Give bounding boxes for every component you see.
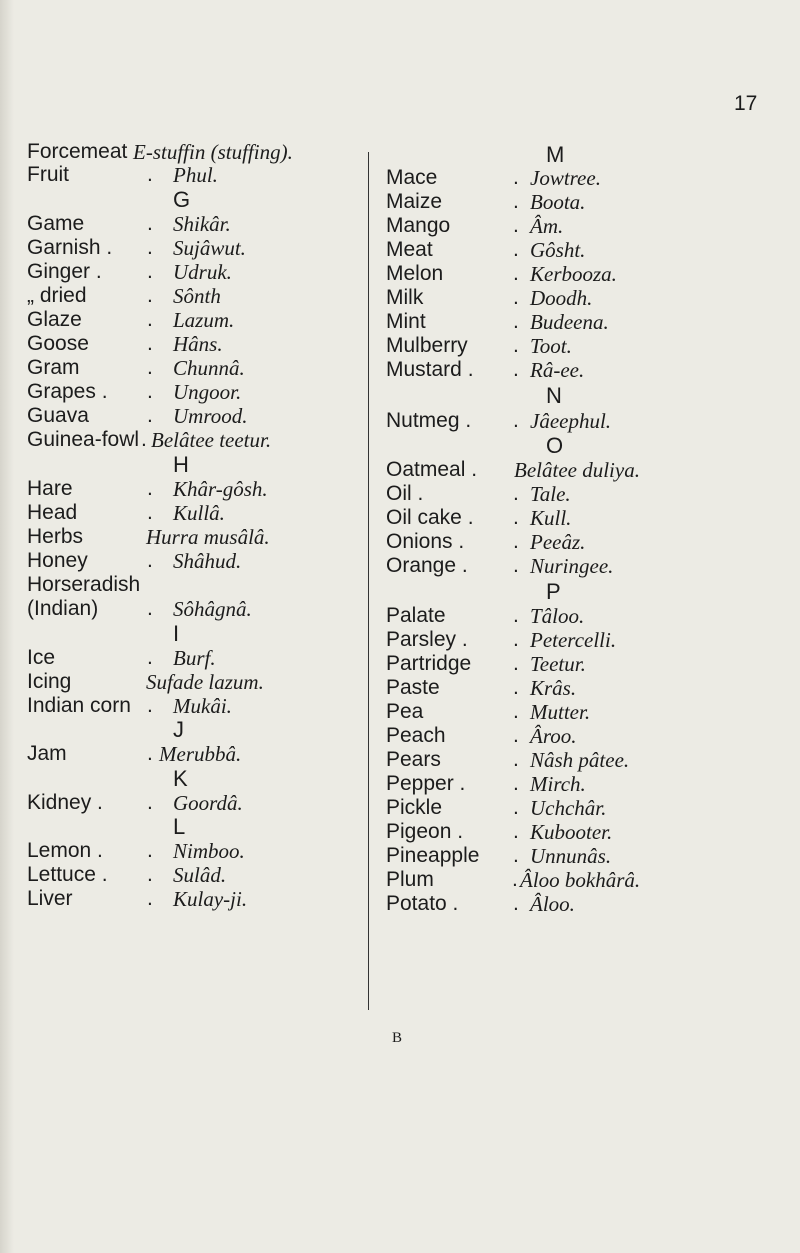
hindustani-term: Shâhud.	[173, 549, 242, 573]
hindustani-term: Goordâ.	[173, 791, 243, 815]
leader-dot: .	[141, 428, 147, 451]
hindustani-term: Chunnâ.	[173, 356, 245, 380]
section-letter-k: K	[173, 766, 188, 791]
hindustani-term: Belâtee teetur.	[151, 428, 272, 452]
english-term: Liver	[27, 887, 73, 910]
leader-dot: .	[147, 597, 153, 620]
leader-dot: .	[147, 694, 153, 717]
english-term: Mustard .	[386, 358, 474, 381]
leader-dot: .	[513, 628, 519, 651]
english-term: Mango	[386, 214, 451, 237]
leader-dot: .	[513, 166, 519, 189]
english-term: Nutmeg .	[386, 409, 472, 432]
english-term: Kidney .	[27, 791, 103, 814]
leader-dot: .	[147, 356, 153, 379]
hindustani-term: Phul.	[173, 163, 218, 187]
hindustani-term: Ungoor.	[173, 380, 242, 404]
english-term: Oil .	[386, 482, 424, 505]
english-term: Milk	[386, 286, 424, 309]
hindustani-term: Khâr-gôsh.	[173, 477, 268, 501]
section-letter-m: M	[546, 142, 565, 167]
hindustani-term: Tale.	[530, 482, 571, 506]
leader-dot: .	[513, 796, 519, 819]
english-term: Game	[27, 212, 85, 235]
hindustani-term: Lazum.	[173, 308, 235, 332]
english-term: Pea	[386, 700, 424, 723]
section-letter-j: J	[173, 717, 184, 742]
english-term: Gram	[27, 356, 80, 379]
leader-dot: .	[513, 358, 519, 381]
hindustani-term: Toot.	[530, 334, 572, 358]
leader-dot: .	[147, 863, 153, 886]
leader-dot: .	[513, 409, 519, 432]
english-term: Horseradish	[27, 573, 141, 596]
english-term: Peach	[386, 724, 446, 747]
english-term: Mace	[386, 166, 438, 189]
leader-dot: .	[513, 772, 519, 795]
hindustani-term: Hâns.	[173, 332, 223, 356]
english-term: Ginger .	[27, 260, 102, 283]
leader-dot: .	[147, 742, 153, 765]
english-term: Lemon .	[27, 839, 103, 862]
leader-dot: .	[147, 163, 153, 186]
hindustani-term: Nuringee.	[530, 554, 614, 578]
leader-dot: .	[513, 700, 519, 723]
english-term: Maize	[386, 190, 443, 213]
leader-dot: .	[513, 748, 519, 771]
english-term: Indian corn	[27, 694, 131, 717]
hindustani-term: Budeena.	[530, 310, 609, 334]
english-term: Forcemeat	[27, 140, 128, 163]
leader-dot: .	[147, 284, 153, 307]
leader-dot: .	[147, 260, 153, 283]
hindustani-term: Doodh.	[530, 286, 593, 310]
hindustani-term: Sujâwut.	[173, 236, 246, 260]
english-term: Plum	[386, 868, 434, 891]
signature-mark: B	[392, 1030, 403, 1046]
hindustani-term: Kullâ.	[173, 501, 225, 525]
english-term: Grapes .	[27, 380, 108, 403]
leader-dot: .	[147, 236, 153, 259]
leader-dot: .	[147, 887, 153, 910]
leader-dot: .	[513, 482, 519, 505]
english-term: Goose	[27, 332, 89, 355]
leader-dot: .	[147, 380, 153, 403]
hindustani-term: Burf.	[173, 646, 216, 670]
leader-dot: .	[147, 332, 153, 355]
hindustani-term: Shikâr.	[173, 212, 231, 236]
hindustani-term: Kubooter.	[530, 820, 613, 844]
english-term: Garnish .	[27, 236, 113, 259]
leader-dot: .	[513, 604, 519, 627]
english-term: Herbs	[27, 525, 84, 548]
hindustani-term: Mutter.	[530, 700, 591, 724]
section-letter-p: P	[546, 579, 561, 604]
section-letter-i: I	[173, 621, 180, 646]
leader-dot: .	[513, 530, 519, 553]
english-term: (Indian)	[27, 597, 99, 620]
english-term: Pears	[386, 748, 441, 771]
leader-dot: .	[512, 868, 518, 891]
hindustani-term: Tâloo.	[530, 604, 585, 628]
leader-dot: .	[513, 334, 519, 357]
leader-dot: .	[513, 820, 519, 843]
leader-dot: .	[513, 310, 519, 333]
section-letter-l: L	[173, 814, 186, 839]
english-term: Ice	[27, 646, 56, 669]
english-term: Oil cake .	[386, 506, 474, 529]
english-term: Pineapple	[386, 844, 480, 867]
english-term: Guava	[27, 404, 89, 427]
leader-dot: .	[513, 554, 519, 577]
english-term: Potato .	[386, 892, 459, 915]
leader-dot: .	[513, 262, 519, 285]
column-divider	[368, 152, 369, 1010]
page-edge-shadow	[0, 0, 14, 1253]
hindustani-term: Sôhâgnâ.	[173, 597, 252, 621]
english-term: Mulberry	[386, 334, 468, 357]
leader-dot: .	[513, 844, 519, 867]
english-term: Orange .	[386, 554, 468, 577]
english-term: Head	[27, 501, 78, 524]
english-term: Lettuce .	[27, 863, 108, 886]
english-term: Jam	[27, 742, 67, 765]
section-letter-o: O	[546, 433, 564, 458]
leader-dot: .	[513, 214, 519, 237]
hindustani-term: Sufade lazum.	[146, 670, 264, 694]
hindustani-term: Âloo bokhârâ.	[520, 868, 641, 892]
leader-dot: .	[147, 549, 153, 572]
english-term: Icing	[27, 670, 72, 693]
english-term: Melon	[386, 262, 444, 285]
leader-dot: .	[513, 238, 519, 261]
hindustani-term: Boota.	[530, 190, 586, 214]
section-letter-n: N	[546, 383, 562, 408]
hindustani-term: Âm.	[530, 214, 564, 238]
leader-dot: .	[513, 892, 519, 915]
english-term: Meat	[386, 238, 433, 261]
english-term: Pickle	[386, 796, 443, 819]
leader-dot: .	[513, 724, 519, 747]
section-letter-g: G	[173, 187, 191, 212]
english-term: Pigeon .	[386, 820, 464, 843]
hindustani-term: Sônth	[173, 284, 221, 308]
leader-dot: .	[513, 190, 519, 213]
leader-dot: .	[147, 791, 153, 814]
hindustani-term: Nimboo.	[173, 839, 245, 863]
leader-dot: .	[147, 404, 153, 427]
section-letter-h: H	[173, 452, 189, 477]
leader-dot: .	[147, 501, 153, 524]
hindustani-term: Mukâi.	[173, 694, 232, 718]
leader-dot: .	[147, 477, 153, 500]
leader-dot: .	[147, 839, 153, 862]
leader-dot: .	[147, 308, 153, 331]
english-term: Guinea-fowl	[27, 428, 140, 451]
hindustani-term: Nâsh pâtee.	[530, 748, 630, 772]
english-term: Honey	[27, 549, 88, 572]
leader-dot: .	[513, 676, 519, 699]
english-term: Fruit	[27, 163, 69, 186]
leader-dot: .	[513, 286, 519, 309]
english-term: Glaze	[27, 308, 82, 331]
english-term: Onions .	[386, 530, 465, 553]
hindustani-term: Kulay-ji.	[173, 887, 248, 911]
hindustani-term: Krâs.	[530, 676, 577, 700]
english-term: Pepper .	[386, 772, 466, 795]
leader-dot: .	[513, 652, 519, 675]
hindustani-term: Udruk.	[173, 260, 232, 284]
english-term: Parsley .	[386, 628, 468, 651]
hindustani-term: Gôsht.	[530, 238, 586, 262]
leader-dot: .	[147, 646, 153, 669]
english-term: „ dried	[27, 284, 87, 307]
hindustani-term: Umrood.	[173, 404, 248, 428]
hindustani-term: Kull.	[530, 506, 572, 530]
hindustani-term: Unnunâs.	[530, 844, 612, 868]
page-number: 17	[734, 92, 758, 115]
hindustani-term: Uchchâr.	[530, 796, 607, 820]
hindustani-term: Jowtree.	[530, 166, 601, 190]
hindustani-term: Merubbâ.	[159, 742, 242, 766]
hindustani-term: Âloo.	[530, 892, 575, 916]
english-term: Mint	[386, 310, 426, 333]
leader-dot: .	[513, 506, 519, 529]
hindustani-term: Jâeephul.	[530, 409, 612, 433]
leader-dot: .	[147, 212, 153, 235]
hindustani-term: Âroo.	[530, 724, 577, 748]
hindustani-term: Hurra musâlâ.	[146, 525, 270, 549]
hindustani-term: Belâtee duliya.	[514, 458, 640, 482]
hindustani-term: Petercelli.	[530, 628, 617, 652]
hindustani-term: E-stuffin (stuffing).	[133, 140, 293, 164]
english-term: Paste	[386, 676, 440, 699]
english-term: Partridge	[386, 652, 472, 675]
hindustani-term: Peeâz.	[530, 530, 586, 554]
english-term: Palate	[386, 604, 446, 627]
english-term: Hare	[27, 477, 73, 500]
hindustani-term: Kerbooza.	[530, 262, 617, 286]
hindustani-term: Sulâd.	[173, 863, 227, 887]
english-term: Oatmeal .	[386, 458, 478, 481]
hindustani-term: Râ-ee.	[530, 358, 585, 382]
hindustani-term: Mirch.	[530, 772, 586, 796]
hindustani-term: Teetur.	[530, 652, 586, 676]
